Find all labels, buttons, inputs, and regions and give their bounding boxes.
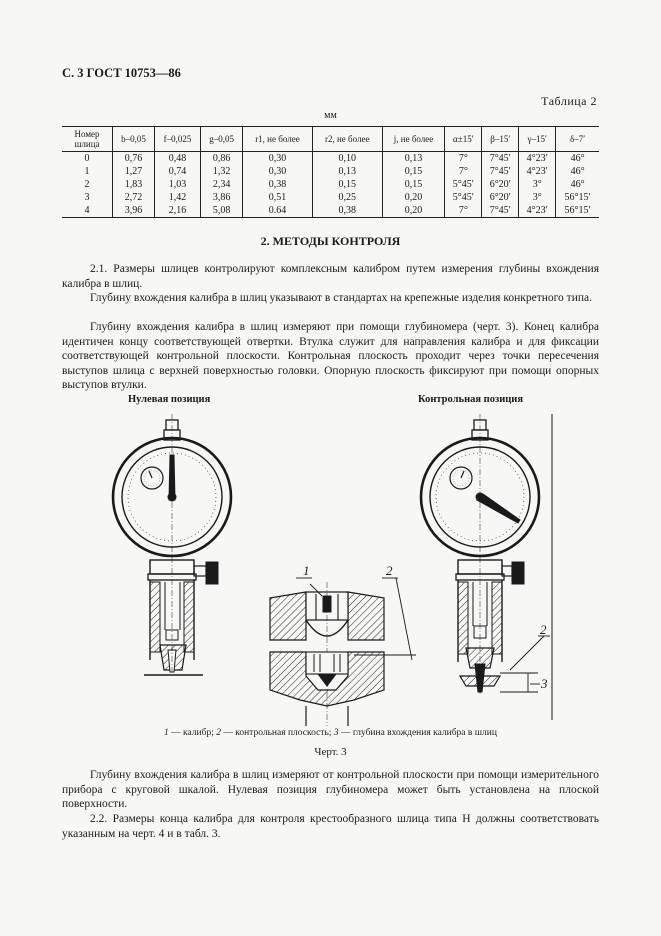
paragraph-text: Глубину вхождения калибра в шлиц измеряют при помощи глубиномера (черт. 3). Конец калибра идентичен концу соответствующей отвертки. Втулка служит для направления калибра и для фиксации соответствующей контрольной плоскости. Контрольная плоскость проходит через точки пересечения выступов шлица с верхней поверхностью головки. Опорную плоскость фиксируют при помощи опорных выступов втулки. [62,321,599,391]
paragraph-2-2 [62,812,599,841]
figure-title: Черт. 3 [314,746,347,758]
table-cell: 4°23′ [519,165,556,178]
caption-text: — калибр; [168,728,217,738]
col-header: α±15′ [445,127,482,152]
callout-3: 3 [541,676,548,691]
table-cell: 0,13 [382,152,445,166]
table-cell: 0,74 [154,165,200,178]
col-header: δ–7′ [556,127,599,152]
col-header: γ–15′ [519,127,556,152]
table-cell: 2 [84,179,90,190]
section-title: 2. МЕТОДЫ КОНТРОЛЯ [260,234,401,248]
table-cell: 2,34 [201,178,243,191]
table-cell: 6°20′ [482,191,519,204]
table-cell: 3 [84,192,90,203]
table-cell: 0,25 [312,191,382,204]
col-header: r2, не более [312,127,382,152]
paragraph-text: Глубину вхождения калибра в шлиц измеряют от контрольной плоскости при помощи измерительного прибора с круговой шкалой. Нулевая позиция глубиномера может быть установлена на плоской поверхности. [62,769,599,810]
table-cell: 6°20′ [482,178,519,191]
table-cell: 7° [445,165,482,178]
table-cell: 7°45′ [482,152,519,166]
table-cell: 4°23′ [519,204,556,218]
table-cell: 7°45′ [482,204,519,218]
table-cell: 7° [445,204,482,218]
col-header: Номер шлица [62,127,113,152]
paragraph-text: 2.1. Размеры шлицев контролируют комплексным калибром путем измерения глубины вхождения калибра в шлиц. [62,263,599,290]
table-cell: 0,20 [382,204,445,218]
callout-2: 2 [386,563,393,578]
figure-caption [0,728,661,738]
caption-text: — контрольная плоскость; [220,728,334,738]
paragraph-measurement [62,768,599,812]
callout-2-right: 2 [540,622,547,637]
table-cell: 0,13 [312,165,382,178]
callout-1: 1 [303,563,310,578]
caption-num: 2 [216,728,221,738]
label-control-position: Контрольная позиция [418,394,524,405]
table-cell: 4°23′ [519,152,556,166]
table-cell: 1,32 [201,165,243,178]
table-cell: 1 [84,166,90,177]
table-cell: 56°15′ [556,204,599,218]
table-cell: 0,48 [154,152,200,166]
table-cell: 0,20 [382,191,445,204]
label-zero-position: Нулевая позиция [128,394,211,405]
table-units: мм [324,110,337,121]
table-cell: 3,96 [113,204,155,218]
table-cell: 1,03 [154,178,200,191]
table-cell: 4 [62,204,113,218]
caption-text: — глубина вхождения калибра в шлиц [338,728,497,738]
table-cell: 0,30 [243,165,313,178]
table-cell: 0,15 [382,165,445,178]
table-cell: 3° [519,191,556,204]
table-cell: 0,76 [113,152,155,166]
table-cell: 0,10 [312,152,382,166]
left-dial-indicator [113,414,231,675]
table-cell: 0,30 [243,152,313,166]
table-caption: Таблица 2 [541,94,597,108]
page-header: С. 3 ГОСТ 10753—86 [62,66,181,80]
table-cell: 0.64 [243,204,313,218]
table-cell: 7° [445,152,482,166]
paragraph-text: Глубину вхождения калибра в шлиц указывают в стандартах на крепежные изделия конкретного типа. [90,292,592,304]
col-header: j, не более [382,127,445,152]
table-cell: 46° [556,178,599,191]
table-cell: 5°45′ [445,191,482,204]
table-cell: 7°45′ [482,165,519,178]
col-header: b–0,05 [113,127,155,152]
table-cell: 2,72 [113,191,155,204]
paragraph-text: 2.2. Размеры конца калибра для контроля крестообразного шлица типа Н должны соответствовать указанным на черт. 4 и в табл. 3. [62,813,599,840]
table-cell: 46° [556,165,599,178]
table-cell: 0,15 [382,178,445,191]
table-cell: 56°15′ [556,191,599,204]
table-cell: 0,51 [243,191,313,204]
table-cell: 0 [84,153,90,164]
table-cell: 5°45′ [445,178,482,191]
caption-num: 3 [333,728,339,738]
table-cell: 0,38 [312,204,382,218]
col-header: g–0,05 [201,127,243,152]
spline-cross-section [270,578,416,726]
table-cell: 1,27 [113,165,155,178]
right-dial-indicator [421,414,552,720]
col-header: r1, не более [243,127,313,152]
table-cell: 0,86 [201,152,243,166]
table-cell: 5,08 [201,204,243,218]
table-cell: 2,16 [154,204,200,218]
table-cell: 3° [519,178,556,191]
table-cell: 46° [556,152,599,166]
table-cell: 0,38 [243,178,313,191]
col-header: f–0,025 [154,127,200,152]
table-cell: 3,86 [201,191,243,204]
table-cell: 0,15 [312,178,382,191]
table-cell: 1,42 [154,191,200,204]
col-header: β–15′ [482,127,519,152]
table-cell: 1,83 [113,178,155,191]
caption-num: 1 [164,728,169,738]
